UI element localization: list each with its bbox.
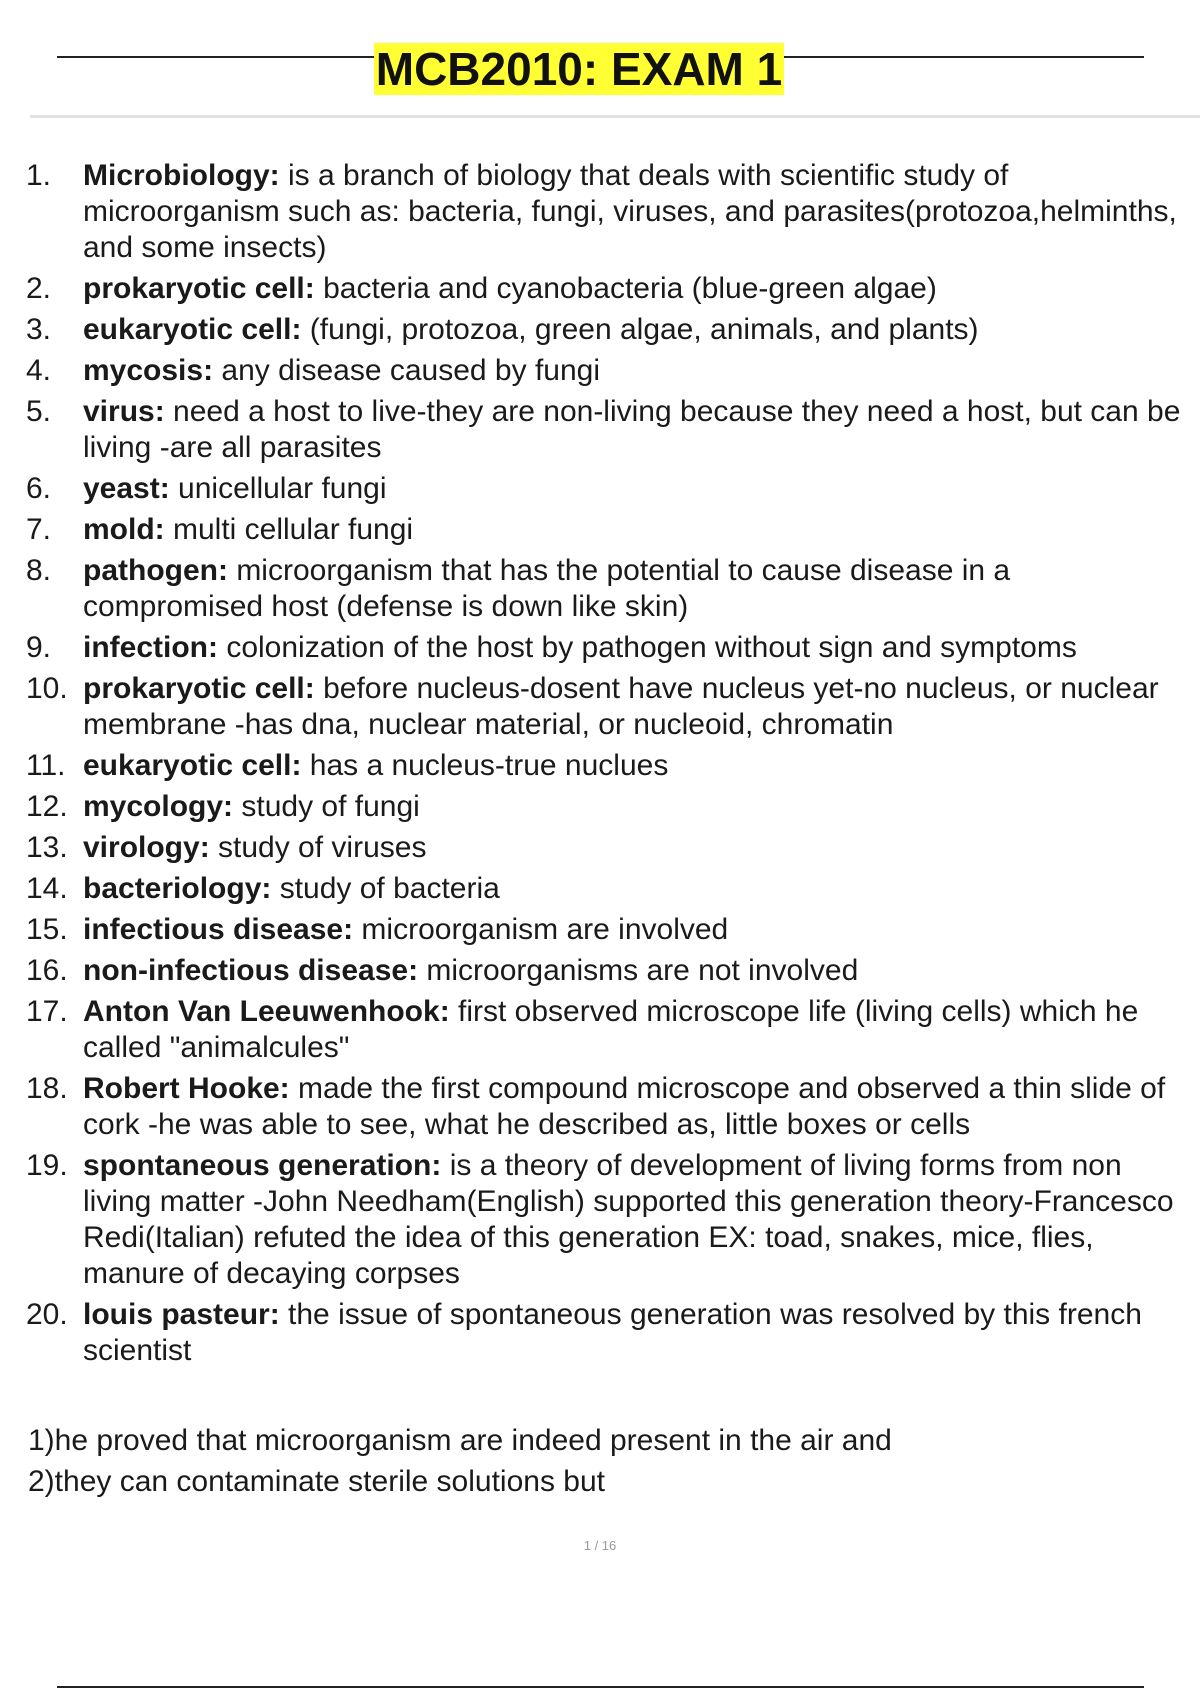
item-number: 10. xyxy=(26,672,68,705)
list-item xyxy=(26,830,1196,866)
item-definition: first observed microscope life (living cells) which he called "animalcules" xyxy=(83,995,1139,1064)
item-term: louis pasteur: xyxy=(83,1298,280,1331)
list-item xyxy=(26,630,1196,666)
item-number: 3. xyxy=(26,313,52,346)
tail-line-2: 2)they can contaminate sterile solutions but xyxy=(28,1465,605,1498)
item-term: mycology: xyxy=(83,790,234,823)
item-number: 4. xyxy=(26,354,52,387)
item-term: pathogen: xyxy=(83,554,228,587)
item-term: mold: xyxy=(83,513,165,546)
item-definition: microorganism that has the potential to cause disease in a compromised host (defense is down like skin) xyxy=(83,554,1011,623)
item-number: 13. xyxy=(26,831,68,864)
item-term: bacteriology: xyxy=(83,872,272,905)
header-separator xyxy=(30,115,1200,118)
item-number: 18. xyxy=(26,1072,68,1105)
item-definition: microorganism are involved xyxy=(353,913,729,946)
list-item xyxy=(26,789,1196,825)
list-item xyxy=(26,953,1196,989)
list-item xyxy=(26,271,1196,307)
bottom-rule xyxy=(57,1686,1144,1688)
term-list xyxy=(26,158,1196,1374)
item-definition: study of fungi xyxy=(233,790,420,823)
item-definition: microorganisms are not involved xyxy=(418,954,859,987)
item-definition: need a host to live-they are non-living because they need a host, but can be living -are all parasites xyxy=(83,395,1181,464)
page-indicator: 1 / 16 xyxy=(583,1538,617,1553)
item-term: eukaryotic cell: xyxy=(83,749,302,782)
item-number: 14. xyxy=(26,872,68,905)
item-number: 1. xyxy=(26,159,52,192)
list-item xyxy=(26,912,1196,948)
item-definition: is a branch of biology that deals with scientific study of microorganism such as: bacteria, fungi, viruses, and parasites(protozoa,helminths, and some insects) xyxy=(83,159,1177,264)
list-item xyxy=(26,748,1196,784)
list-item xyxy=(26,553,1196,625)
item-definition: bacteria and cyanobacteria (blue-green algae) xyxy=(314,272,937,305)
list-item xyxy=(26,158,1196,266)
item-term: virology: xyxy=(83,831,210,864)
item-term: eukaryotic cell: xyxy=(83,313,302,346)
list-item xyxy=(26,871,1196,907)
item-number: 2. xyxy=(26,272,52,305)
item-number: 8. xyxy=(26,554,52,587)
item-term: yeast: xyxy=(83,472,170,505)
item-definition: made the first compound microscope and observed a thin slide of cork -he was able to see, what he described as, little boxes or cells xyxy=(83,1072,1166,1141)
item-term: prokaryotic cell: xyxy=(83,672,315,705)
list-item xyxy=(26,353,1196,389)
item-definition: the issue of spontaneous generation was resolved by this french scientist xyxy=(83,1298,1142,1367)
item-term: non-infectious disease: xyxy=(83,954,419,987)
item-term: spontaneous generation: xyxy=(83,1149,442,1182)
item-term: prokaryotic cell: xyxy=(83,272,315,305)
item-term: infectious disease: xyxy=(83,913,354,946)
item-number: 7. xyxy=(26,513,52,546)
item-number: 19. xyxy=(26,1149,68,1182)
list-item xyxy=(26,1297,1196,1369)
list-item xyxy=(26,512,1196,548)
item-number: 12. xyxy=(26,790,68,823)
item-number: 15. xyxy=(26,913,68,946)
item-term: virus: xyxy=(83,395,165,428)
item-definition: unicellular fungi xyxy=(169,472,387,505)
item-term: infection: xyxy=(83,631,218,664)
item-definition: multi cellular fungi xyxy=(164,513,414,546)
item-definition: colonization of the host by pathogen without sign and symptoms xyxy=(218,631,1077,664)
item-definition: is a theory of development of living forms from non living matter -John Needham(English) supported this generation theory-Francesco Redi(Italian) refuted the idea of this generation EX: toad, snakes, mice, flies, manure of decaying corpses xyxy=(83,1149,1174,1290)
title-wrap xyxy=(0,43,1200,95)
item-term: Anton Van Leeuwenhook: xyxy=(83,995,450,1028)
item-number: 6. xyxy=(26,472,52,505)
page-title: MCB2010: EXAM 1 xyxy=(375,43,783,95)
item-term: mycosis: xyxy=(83,354,214,387)
item-number: 5. xyxy=(26,395,52,428)
item-definition: has a nucleus-true nuclues xyxy=(301,749,669,782)
item-definition: (fungi, protozoa, green algae, animals, and plants) xyxy=(301,313,979,346)
item-number: 16. xyxy=(26,954,68,987)
list-item xyxy=(26,994,1196,1066)
item-number: 20. xyxy=(26,1298,68,1331)
item-definition: study of viruses xyxy=(209,831,427,864)
item-number: 11. xyxy=(26,749,66,782)
list-item xyxy=(26,1071,1196,1143)
list-item xyxy=(26,471,1196,507)
item-number: 9. xyxy=(26,631,52,664)
list-item xyxy=(26,394,1196,466)
item-term: Robert Hooke: xyxy=(83,1072,290,1105)
item-definition: before nucleus-dosent have nucleus yet-no nucleus, or nuclear membrane -has dna, nuclear material, or nucleoid, chromatin xyxy=(83,672,1159,741)
list-item xyxy=(26,1148,1196,1292)
tail-line-1: 1)he proved that microorganism are indeed present in the air and xyxy=(28,1424,892,1457)
list-item xyxy=(26,312,1196,348)
list-item xyxy=(26,671,1196,743)
item-definition: any disease caused by fungi xyxy=(213,354,601,387)
item-definition: study of bacteria xyxy=(271,872,500,905)
item-term: Microbiology: xyxy=(83,159,280,192)
item-number: 17. xyxy=(26,995,68,1028)
